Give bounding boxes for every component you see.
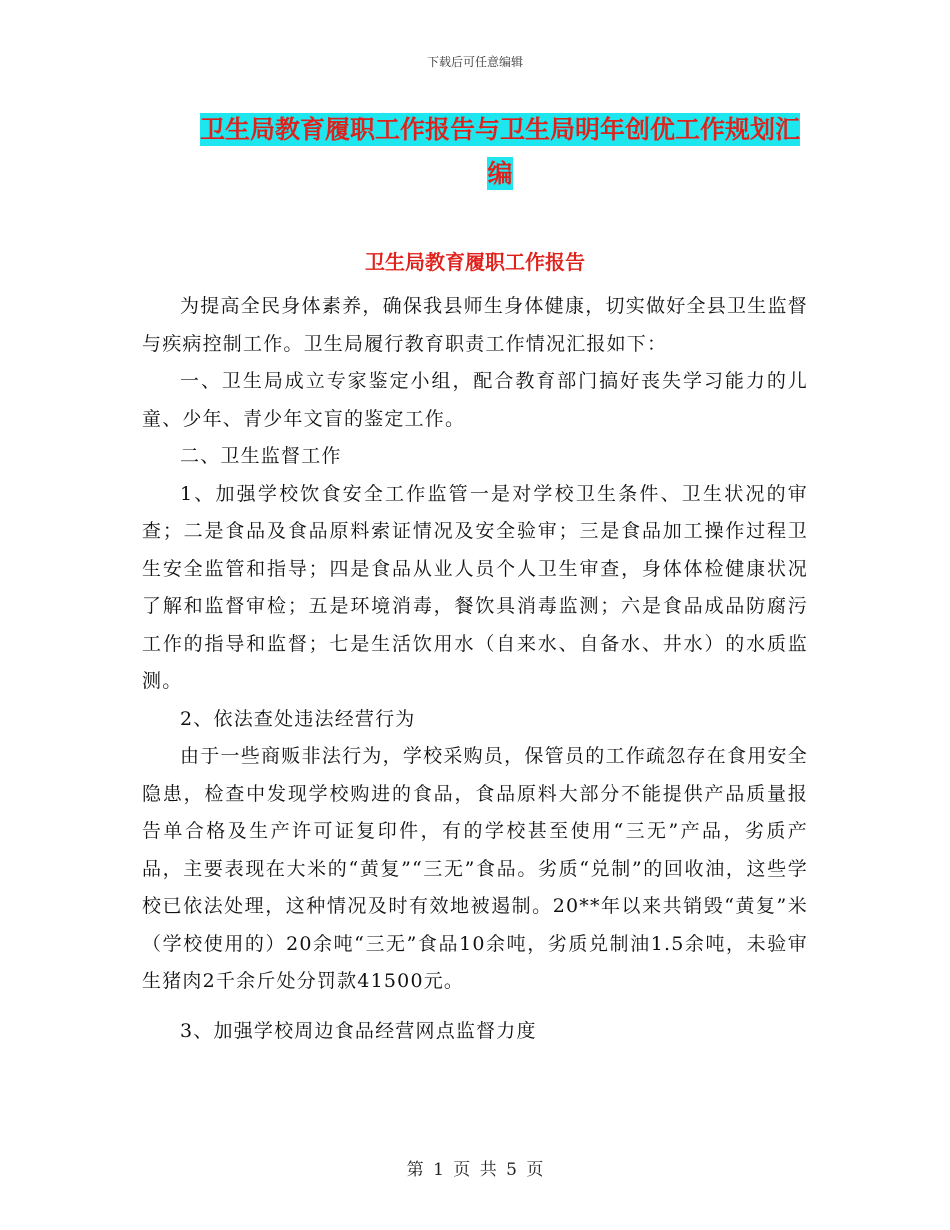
document-title-text: 卫生局教育履职工作报告与卫生局明年创优工作规划汇编: [199, 115, 800, 188]
header-note: 下载后可任意编辑: [426, 55, 523, 69]
paragraph-item-1: 一、卫生局成立专家鉴定小组，配合教育部门搞好丧失学习能力的儿童、少年、青少年文盲的鉴定工作。: [142, 370, 808, 430]
paragraph-subitem-3: 3、加强学校周边食品经营网点监督力度: [180, 1019, 537, 1042]
paragraph-intro: 为提高全民身体素养，确保我县师生身体健康，切实做好全县卫生监督与疾病控制工作。卫生局履行教育职责工作情况汇报如下：: [142, 295, 808, 355]
paragraph-heading-2: 二、卫生监督工作: [180, 445, 342, 467]
paragraph-subitem-1: 1、加强学校饮食安全工作监管一是对学校卫生条件、卫生状况的审查；二是食品及食品原料索证情况及安全验审；三是食品加工操作过程卫生安全监管和指导；四是食品从业人员个人卫生审查，身体体检健康状况了解和监督审检；五是环境消毒，餐饮具消毒监测；六是食品成品防腐污工作的指导和监督；七是生活饮用水（自来水、自备水、井水）的水质监测。: [142, 482, 808, 692]
section-title: 卫生局教育履职工作报告: [365, 250, 585, 274]
document-body: [142, 288, 808, 1050]
paragraph-enforcement: 由于一些商贩非法行为，学校采购员，保管员的工作疏忽存在食用安全隐患，检查中发现学校购进的食品，食品原料大部分不能提供产品质量报告单合格及生产许可证复印件，有的学校甚至使用“三无”产品，劣质产品，主要表现在大米的“黄复”“三无”食品。劣质“兑制”的回收油，这些学校已依法处理，这种情况及时有效地被遏制。20**年以来共销毁“黄复”米（学校使用的）20余吨“三无”食品10余吨，劣质兑制油1.5余吨，未验审生猪肉2千余斤处分罚款41500元。: [142, 745, 808, 992]
paragraph-subitem-2: 2、依法查处违法经营行为: [180, 707, 416, 730]
document-title: [190, 108, 810, 196]
page-footer: 第 1 页 共 5 页: [406, 1160, 544, 1180]
